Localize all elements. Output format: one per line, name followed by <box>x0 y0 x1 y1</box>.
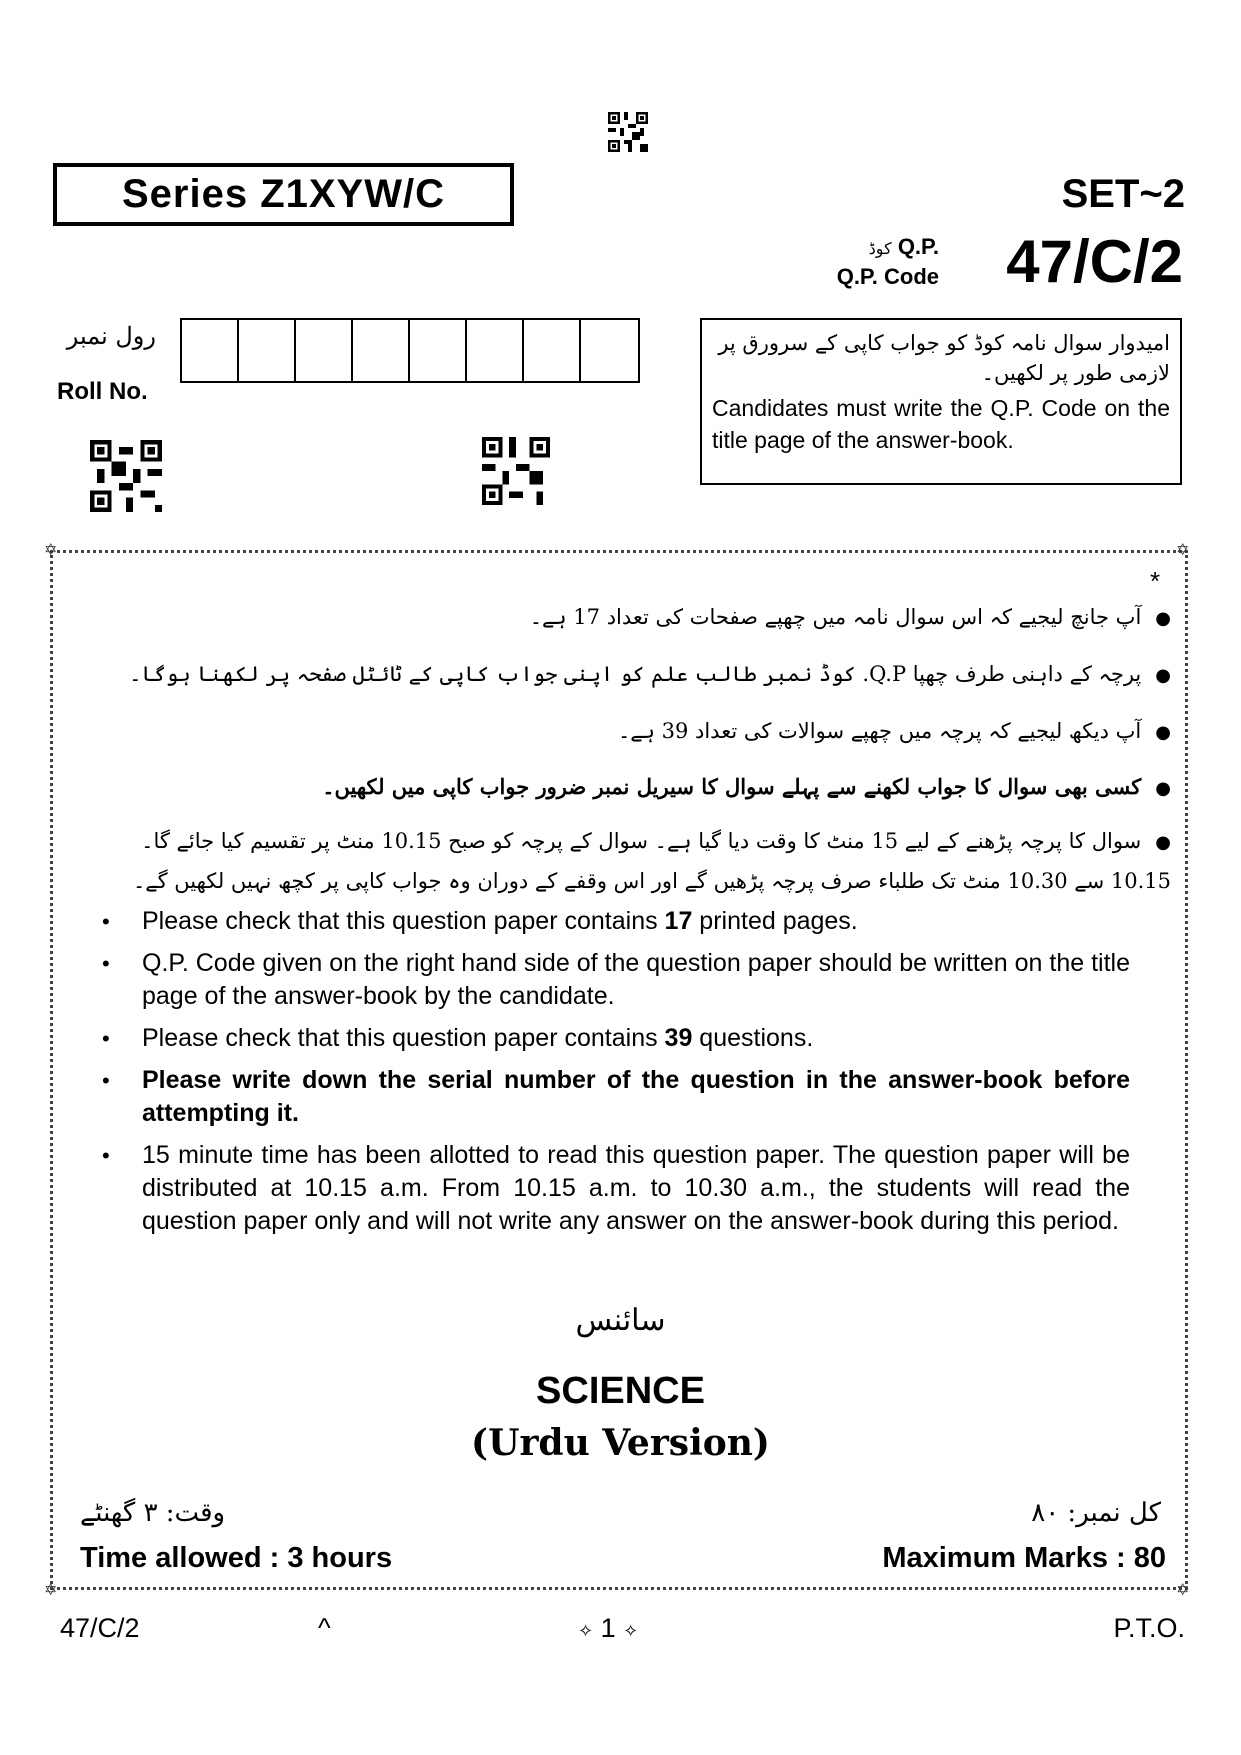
subject-title: SCIENCE <box>536 1370 705 1412</box>
roll-number-boxes <box>180 318 640 383</box>
notice-english: Candidates must write the Q.P. Code on the title page of the answer-book. <box>712 395 1170 453</box>
roll-digit-box[interactable] <box>410 320 467 381</box>
qp-code-urdu: کوڈ <box>868 239 892 258</box>
english-instruction: • Please check that this question paper contains 17 printed pages. <box>102 907 858 935</box>
roll-digit-box[interactable] <box>467 320 524 381</box>
subject-urdu: سائنس <box>575 1303 666 1338</box>
marks-urdu: کل نمبر: ۸۰ <box>1031 1498 1161 1528</box>
frame-corner-icon: ✡ <box>1176 542 1190 559</box>
qr-code-middle <box>482 437 550 505</box>
roll-digit-box[interactable] <box>524 320 581 381</box>
urdu-instruction: ●آپ دیکھ لیجیے کہ پرچہ میں چھپے سوالات کی تعداد 39 ہے۔ <box>617 719 1171 743</box>
roll-digit-box[interactable] <box>581 320 638 381</box>
candidate-notice <box>700 318 1182 485</box>
qr-code-left <box>90 440 162 512</box>
pto-label: P.T.O. <box>1113 1613 1185 1643</box>
frame-corner-icon: ✡ <box>1176 1582 1190 1599</box>
maximum-marks: Maximum Marks : 80 <box>882 1542 1166 1574</box>
time-allowed: Time allowed : 3 hours <box>80 1542 393 1574</box>
english-instruction: • Please write down the serial number of the question in the answer-book before attempting it. <box>102 1066 1130 1127</box>
english-instruction: • Please check that this question paper contains 39 questions. <box>102 1024 814 1052</box>
set-label: SET~2 <box>1061 172 1185 216</box>
roll-digit-box[interactable] <box>353 320 410 381</box>
page-number: ✧ 1 ✧ <box>578 1613 639 1643</box>
urdu-instruction: ●کسی بھی سوال کا جواب لکھنے سے پہلے سوال کا سیریل نمبر ضرور جواب کاپی میں لکھیں۔ <box>322 774 1171 799</box>
qr-code-top <box>608 112 648 152</box>
roll-number-label: Roll No. <box>57 378 148 405</box>
roll-number-urdu-label: رول نمبر <box>66 322 156 350</box>
frame-corner-icon: ✡ <box>44 1582 58 1599</box>
time-urdu: وقت: ۳ گھنٹے <box>80 1498 226 1528</box>
english-instruction: • 15 minute time has been allotted to read this question paper. The question paper will be distributed at 10.15 a.m. From 10.15 a.m. to 10.30 a.m., the students will read the question paper only and will not write any answer on the answer-book during this period. <box>102 1141 1130 1235</box>
roll-digit-box[interactable] <box>182 320 239 381</box>
english-instruction: • Q.P. Code given on the right hand side of the question paper should be written on the title page of the answer-book by the candidate. <box>102 949 1130 1010</box>
roll-digit-box[interactable] <box>296 320 353 381</box>
ornament-icon: ✧ <box>578 1621 594 1641</box>
frame-corner-icon: ✡ <box>44 542 58 559</box>
qp-label-line1: Q.P. <box>897 234 939 259</box>
urdu-instruction: ●پرچہ کے داہنی طرف چھپا Q.P. کوڈ نمبر طالب علم کو اپنی جواب کاپی کے ٹائٹل صفحہ پر لکھنا ہوگا۔ <box>129 662 1171 686</box>
series-label: Series Z1XYW/C <box>53 163 514 226</box>
footer-code: 47/C/2 <box>60 1613 140 1643</box>
urdu-instruction: ●آپ جانچ لیجیے کہ اس سوال نامہ میں چھپے صفحات کی تعداد 17 ہے۔ <box>529 605 1171 629</box>
qp-code-label <box>799 233 939 291</box>
urdu-instruction: ●سوال کا پرچہ پڑھنے کے لیے 15 منٹ کا وقت دیا گیا ہے۔ سوال کے پرچہ کو صبح 10.15 منٹ پر تقسیم کیا جائے گا۔ 10.15 سے 10.30 منٹ تک طلباء صرف پرچہ پڑھیں گے اور اس وقفے کے دوران وہ جواب کاپی پر کچھ نہیں لکھیں گے۔ <box>132 829 1171 893</box>
ornament-icon: ✧ <box>623 1621 639 1641</box>
qp-code: 47/C/2 <box>1006 228 1183 295</box>
footer-caret: ^ <box>318 1613 331 1643</box>
roll-digit-box[interactable] <box>239 320 296 381</box>
english-instructions <box>100 905 1130 1247</box>
notice-urdu: امیدوار سوال نامہ کوڈ کو جواب کاپی کے سرورق پر لازمی طور پر لکھیں۔ <box>718 331 1170 385</box>
frame-marker: * <box>1150 566 1161 596</box>
subject-version: (Urdu Version) <box>471 1422 770 1464</box>
qp-label-line2: Q.P. Code <box>836 264 939 289</box>
